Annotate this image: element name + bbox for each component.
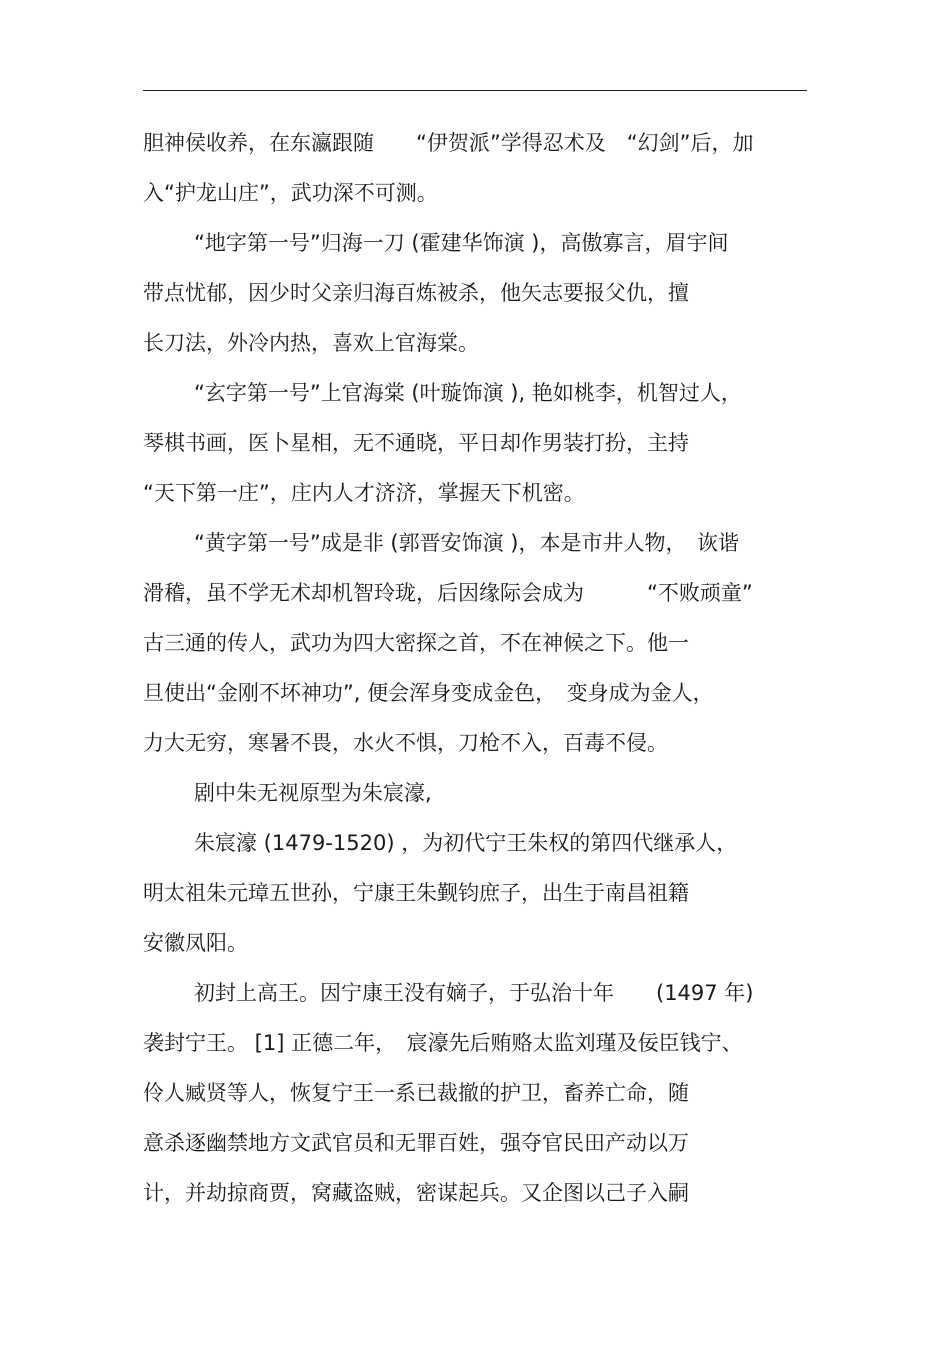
text-line: 胆神侯收养，在东瀛跟随 “伊贺派”学得忍术及 “幻剑”后，加 xyxy=(143,131,754,155)
text-line: 滑稽，虽不学无术却机智玲珑，后因缘际会成为 “不败顽童” xyxy=(143,581,753,605)
text-line: 安徽凤阳。 xyxy=(143,931,248,955)
text-line: 入“护龙山庄”，武功深不可测。 xyxy=(143,181,438,205)
document-body xyxy=(143,118,807,1218)
text-line: 袭封宁王。 [1] 正德二年， 宸濠先后贿赂太监刘瑾及佞臣钱宁、 xyxy=(143,1031,743,1055)
text-line: “天下第一庄”，庄内人才济济，掌握天下机密。 xyxy=(143,481,585,505)
text-line: 明太祖朱元璋五世孙，宁康王朱觐钧庶子，出生于南昌祖籍 xyxy=(143,881,689,905)
text-line: 伶人臧贤等人，恢复宁王一系已裁撤的护卫，畜养亡命，随 xyxy=(143,1081,689,1105)
text-line: 计，并劫掠商贾，窝藏盗贼，密谋起兵。又企图以己子入嗣 xyxy=(143,1181,689,1205)
text-line: 古三通的传人，武功为四大密探之首，不在神候之下。他一 xyxy=(143,631,689,655)
text-line: 力大无穷，寒暑不畏，水火不惧，刀枪不入，百毒不侵。 xyxy=(143,731,668,755)
header-rule xyxy=(143,90,807,91)
text-line: 旦使出“金刚不坏神功”, 便会浑身变成金色， 变身成为金人， xyxy=(143,681,714,705)
text-line: 意杀逐幽禁地方文武官员和无罪百姓，强夺官民田产动以万 xyxy=(143,1131,689,1155)
text-line: 剧中朱无视原型为朱宸濠, xyxy=(194,781,432,805)
text-line: 朱宸濠 (1479-1520) ，为初代宁王朱权的第四代继承人， xyxy=(194,831,738,855)
text-line: “地字第一号”归海一刀 (霍建华饰演 )，高傲寡言，眉宇间 xyxy=(194,231,729,255)
text-line: 带点忧郁，因少时父亲归海百炼被杀，他矢志要报父仇，擅 xyxy=(143,281,689,305)
text-line: “玄字第一号”上官海棠 (叶璇饰演 ), 艳如桃李，机智过人， xyxy=(194,381,742,405)
text-line: “黄字第一号”成是非 (郭晋安饰演 )，本是市井人物， 诙谐 xyxy=(194,531,739,555)
text-line: 初封上高王。因宁康王没有嫡子，于弘治十年 (1497 年) xyxy=(194,981,754,1005)
text-line: 长刀法，外冷内热，喜欢上官海棠。 xyxy=(143,331,479,355)
text-line: 琴棋书画，医卜星相，无不通晓，平日却作男装打扮，主持 xyxy=(143,431,689,455)
